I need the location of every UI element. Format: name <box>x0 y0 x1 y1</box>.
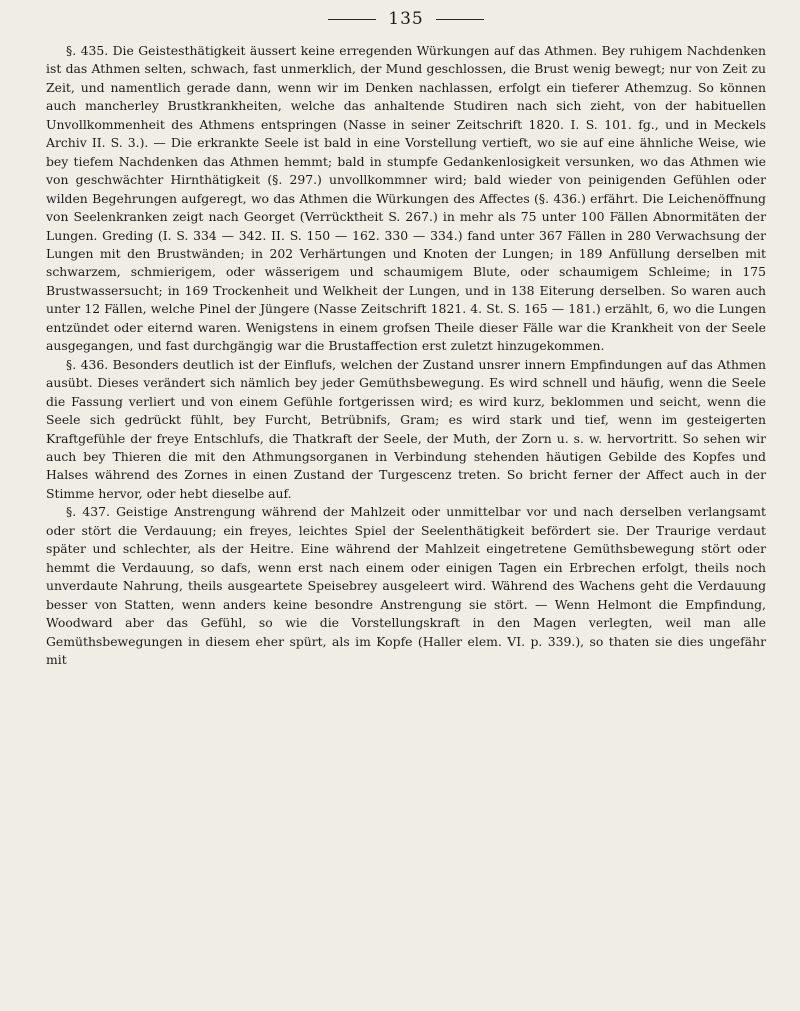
paragraph-section-435: §. 435. Die Geistesthätigkeit äussert keine erregenden Würkungen auf das Athmen. Bey ruhigem Nachdenken ist das Athmen selten, schwach, fast unmerklich, der Mund geschlossen, die Brust wenig bewegt; nur von Zeit zu Zeit, und namentlich gerade dann, wenn wir im Denken nachlassen, erfolgt ein tieferer Athemzug. So können auch mancherley Brustkrankheiten, welche das anhaltende Studiren nach sich zieht, von der habituellen Unvollkommenheit des Athmens entspringen (Nasse in seiner Zeitschrift 1820. I. S. 101. fg., und in Meckels Archiv II. S. 3.). — Die erkrankte Seele ist bald in eine Vorstellung vertieft, wo sie auf eine ähnliche Weise, wie bey tiefem Nachdenken das Athmen hemmt; bald in stumpfe Gedankenlosigkeit versunken, wo das Athmen wie von geschwächter Hirnthätigkeit (§. 297.) unvollkommner wird; bald wieder von peinigenden Gefühlen oder wilden Begehrungen aufgeregt, wo das Athmen die Würkungen des Affectes (§. 436.) erfährt. Die Leichenöffnung von Seelenkranken zeigt nach Georget (Verrücktheit S. 267.) in mehr als 75 unter 100 Fällen Abnormitäten der Lungen. Greding (I. S. 334 — 342. II. S. 150 — 162. 330 — 334.) fand unter 367 Fällen in 280 Verwachsung der Lungen mit den Brustwänden; in 202 Verhärtungen und Knoten der Lungen; in 189 Anfüllung derselben mit schwarzem, schmierigem, oder wässerigem und schaumigem Blute, oder schaumigem Schleime; in 175 Brustwassersucht; in 169 Trockenheit und Welkheit der Lungen, und in 138 Eiterung derselben. So waren auch unter 12 Fällen, welche Pinel der Jüngere (Nasse Zeitschrift 1821. 4. St. S. 165 — 181.) erzählt, 6, wo die Lungen entzündet oder eiternd waren. Wenigstens in einem grofsen Theile dieser Fälle war die Krankheit von der Seele ausgegangen, und fast durchgängig war die Brustaffection erst zuletzt hinzugekommen. <box>46 43 766 354</box>
page-number: 135 <box>388 9 424 29</box>
header-rule-right <box>436 19 484 20</box>
paragraph-section-437: §. 437. Geistige Anstrengung während der Mahlzeit oder unmittelbar vor und nach derselben verlangsamt oder stört die Verdauung; ein freyes, leichtes Spiel der Seelenthätigkeit befördert sie. Der Traurige verdaut später und schlechter, als der Heitre. Eine während der Mahlzeit eingetretene Gemüthsbewegung stört oder hemmt die Verdauung, so dafs, wenn erst nach einem oder einigen Tagen ein Erbrechen erfolgt, theils noch unverdaute Nahrung, theils ausgeartete Speisebrey ausgeleert wird. Während des Wachens geht die Verdauung besser von Statten, wenn anders keine besondre Anstrengung sie stört. — Wenn Helmont die Empfindung, Woodward aber das Gefühl, so wie die Vorstellungskraft in den Magen verlegten, weil man alle Gemüthsbewegungen in diesem eher spürt, als im Kopfe (Haller elem. VI. p. 339.), so thaten sie dies ungefähr mit <box>46 504 766 667</box>
page-header <box>46 8 766 30</box>
paragraph-section-436: §. 436. Besonders deutlich ist der Einflufs, welchen der Zustand unsrer innern Empfindungen auf das Athmen ausübt. Dieses verändert sich nämlich bey jeder Gemüthsbewegung. Es wird schnell und häufig, wenn die Seele die Fassung verliert und von einem Gefühle fortgerissen wird; es wird kurz, beklommen und seicht, wenn die Seele sich gedrückt fühlt, bey Furcht, Betrübnifs, Gram; es wird stark und tief, wenn im gesteigerten Kraftgefühle der freye Entschlufs, die Thatkraft der Seele, der Muth, der Zorn u. s. w. hervortritt. So sehen wir auch bey Thieren die mit den Athmungsorganen in Verbindung stehenden häutigen Gebilde des Kopfes und Halses während des Zornes in einen Zustand der Turgescenz treten. So bricht ferner der Affect auch in der Stimme hervor, oder hebt dieselbe auf. <box>46 356 766 501</box>
body-text <box>46 42 766 669</box>
header-rule-left <box>328 19 376 20</box>
